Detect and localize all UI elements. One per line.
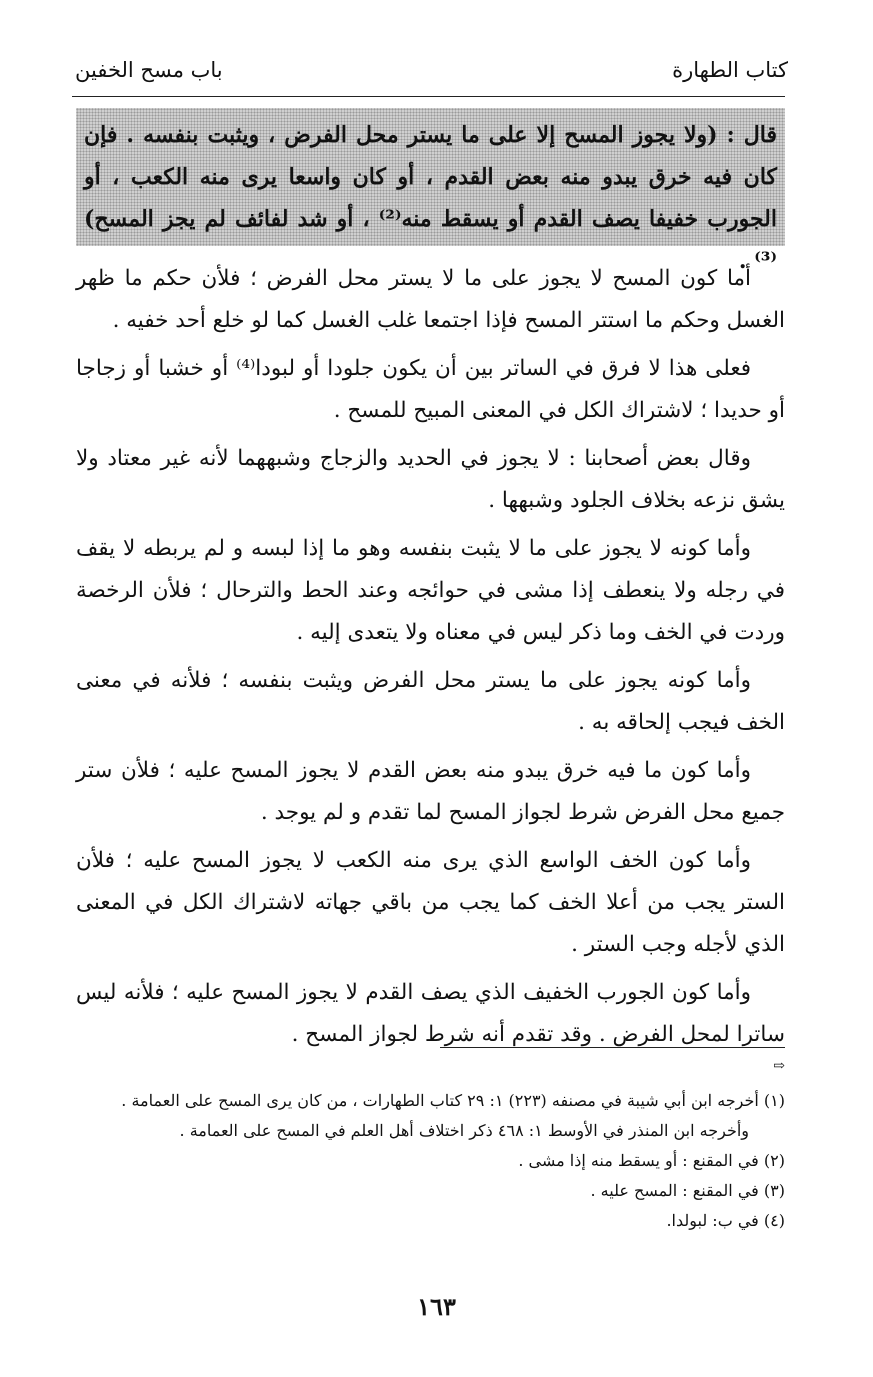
footnote: وأخرجه ابن المنذر في الأوسط ١: ٤٦٨ ذكر اختلاف أهل العلم في المسح على العمامة . bbox=[179, 1121, 749, 1140]
paragraph: وأما كونه يجوز على ما يستر محل الفرض ويثبت بنفسه ؛ فلأنه في معنى الخف فيجب إلحاقه به . bbox=[76, 668, 785, 735]
footnote: (٣) في المقنع : المسح عليه . bbox=[590, 1181, 785, 1200]
paragraph: وأما كون الخف الواسع الذي يرى منه الكعب لا يجوز المسح عليه ؛ فلأن الستر يجب من أعلا الخف كما يجب من باقي جهاته لاشتراك الكل في المعنى الذي لأجله وجب الستر . bbox=[76, 848, 785, 957]
quoted-text-block bbox=[76, 108, 785, 274]
header-rule bbox=[72, 96, 785, 97]
footnote: (١) أخرجه ابن أبي شيبة في مصنفه (٢٢٣) ١: ٢٩ كتاب الطهارات ، من كان يرى المسح على العمامة . bbox=[121, 1091, 785, 1110]
quoted-text: قال : (ولا يجوز المسح إلا على ما يستر محل الفرض ، ويثبت بنفسه . فإن كان فيه خرق يبدو منه بعض القدم ، أو كان واسعا يرى منه الكعب ، أو الجورب خفيفا يصف القدم أو يسقط منه⁽²⁾ ، أو شد لفائف لم يجز المسح)⁽³⁾ . bbox=[84, 122, 777, 274]
running-header bbox=[75, 50, 788, 86]
footnote-rule bbox=[440, 1047, 785, 1048]
page-number: ١٦٣ bbox=[417, 1292, 456, 1321]
body-text bbox=[76, 258, 785, 1062]
paragraph: وأما كون الجورب الخفيف الذي يصف القدم لا يجوز المسح عليه ؛ فلأنه ليس ساترا لمحل الفرض . وقد تقدم أنه شرط لجواز المسح . bbox=[76, 980, 785, 1047]
paragraph: فعلى هذا لا فرق في الساتر بين أن يكون جلودا أو لبودا⁽⁴⁾ أو خشبا أو زجاجا أو حديدا ؛ لاشتراك الكل في المعنى المبيح للمسح . bbox=[76, 356, 785, 423]
paragraph: أما كون المسح لا يجوز على ما لا يستر محل الفرض ؛ فلأن حكم ما ظهر الغسل وحكم ما استتر المسح فإذا اجتمعا غلب الغسل كما لو خلع أحد خفيه . bbox=[76, 266, 785, 333]
continuation-arrow-icon: ⇨ bbox=[773, 1058, 785, 1074]
paragraph: وقال بعض أصحابنا : لا يجوز في الحديد والزجاج وشبههما لأنه غير معتاد ولا يشق نزعه بخلاف الجلود وشبهها . bbox=[76, 446, 785, 513]
chapter-title: باب مسح الخفين bbox=[75, 58, 223, 82]
book-title: كتاب الطهارة bbox=[672, 58, 788, 82]
paragraph: وأما كون ما فيه خرق يبدو منه بعض القدم لا يجوز المسح عليه ؛ فلأن ستر جميع محل الفرض شرط لجواز المسح لما تقدم و لم يوجد . bbox=[76, 758, 785, 825]
footnotes bbox=[76, 1088, 785, 1238]
footnote: (٤) في ب: لبولدا. bbox=[666, 1211, 785, 1230]
footnote: (٢) في المقنع : أو يسقط منه إذا مشى . bbox=[518, 1151, 785, 1170]
paragraph: وأما كونه لا يجوز على ما لا يثبت بنفسه وهو ما إذا لبسه و لم يربطه لا يقف في رجله ولا ينعطف إذا مشى في حوائجه وعند الحط والترحال ؛ فلأن الرخصة وردت في الخف وما ذكر ليس في معناه ولا يتعدى إليه . bbox=[76, 536, 785, 645]
